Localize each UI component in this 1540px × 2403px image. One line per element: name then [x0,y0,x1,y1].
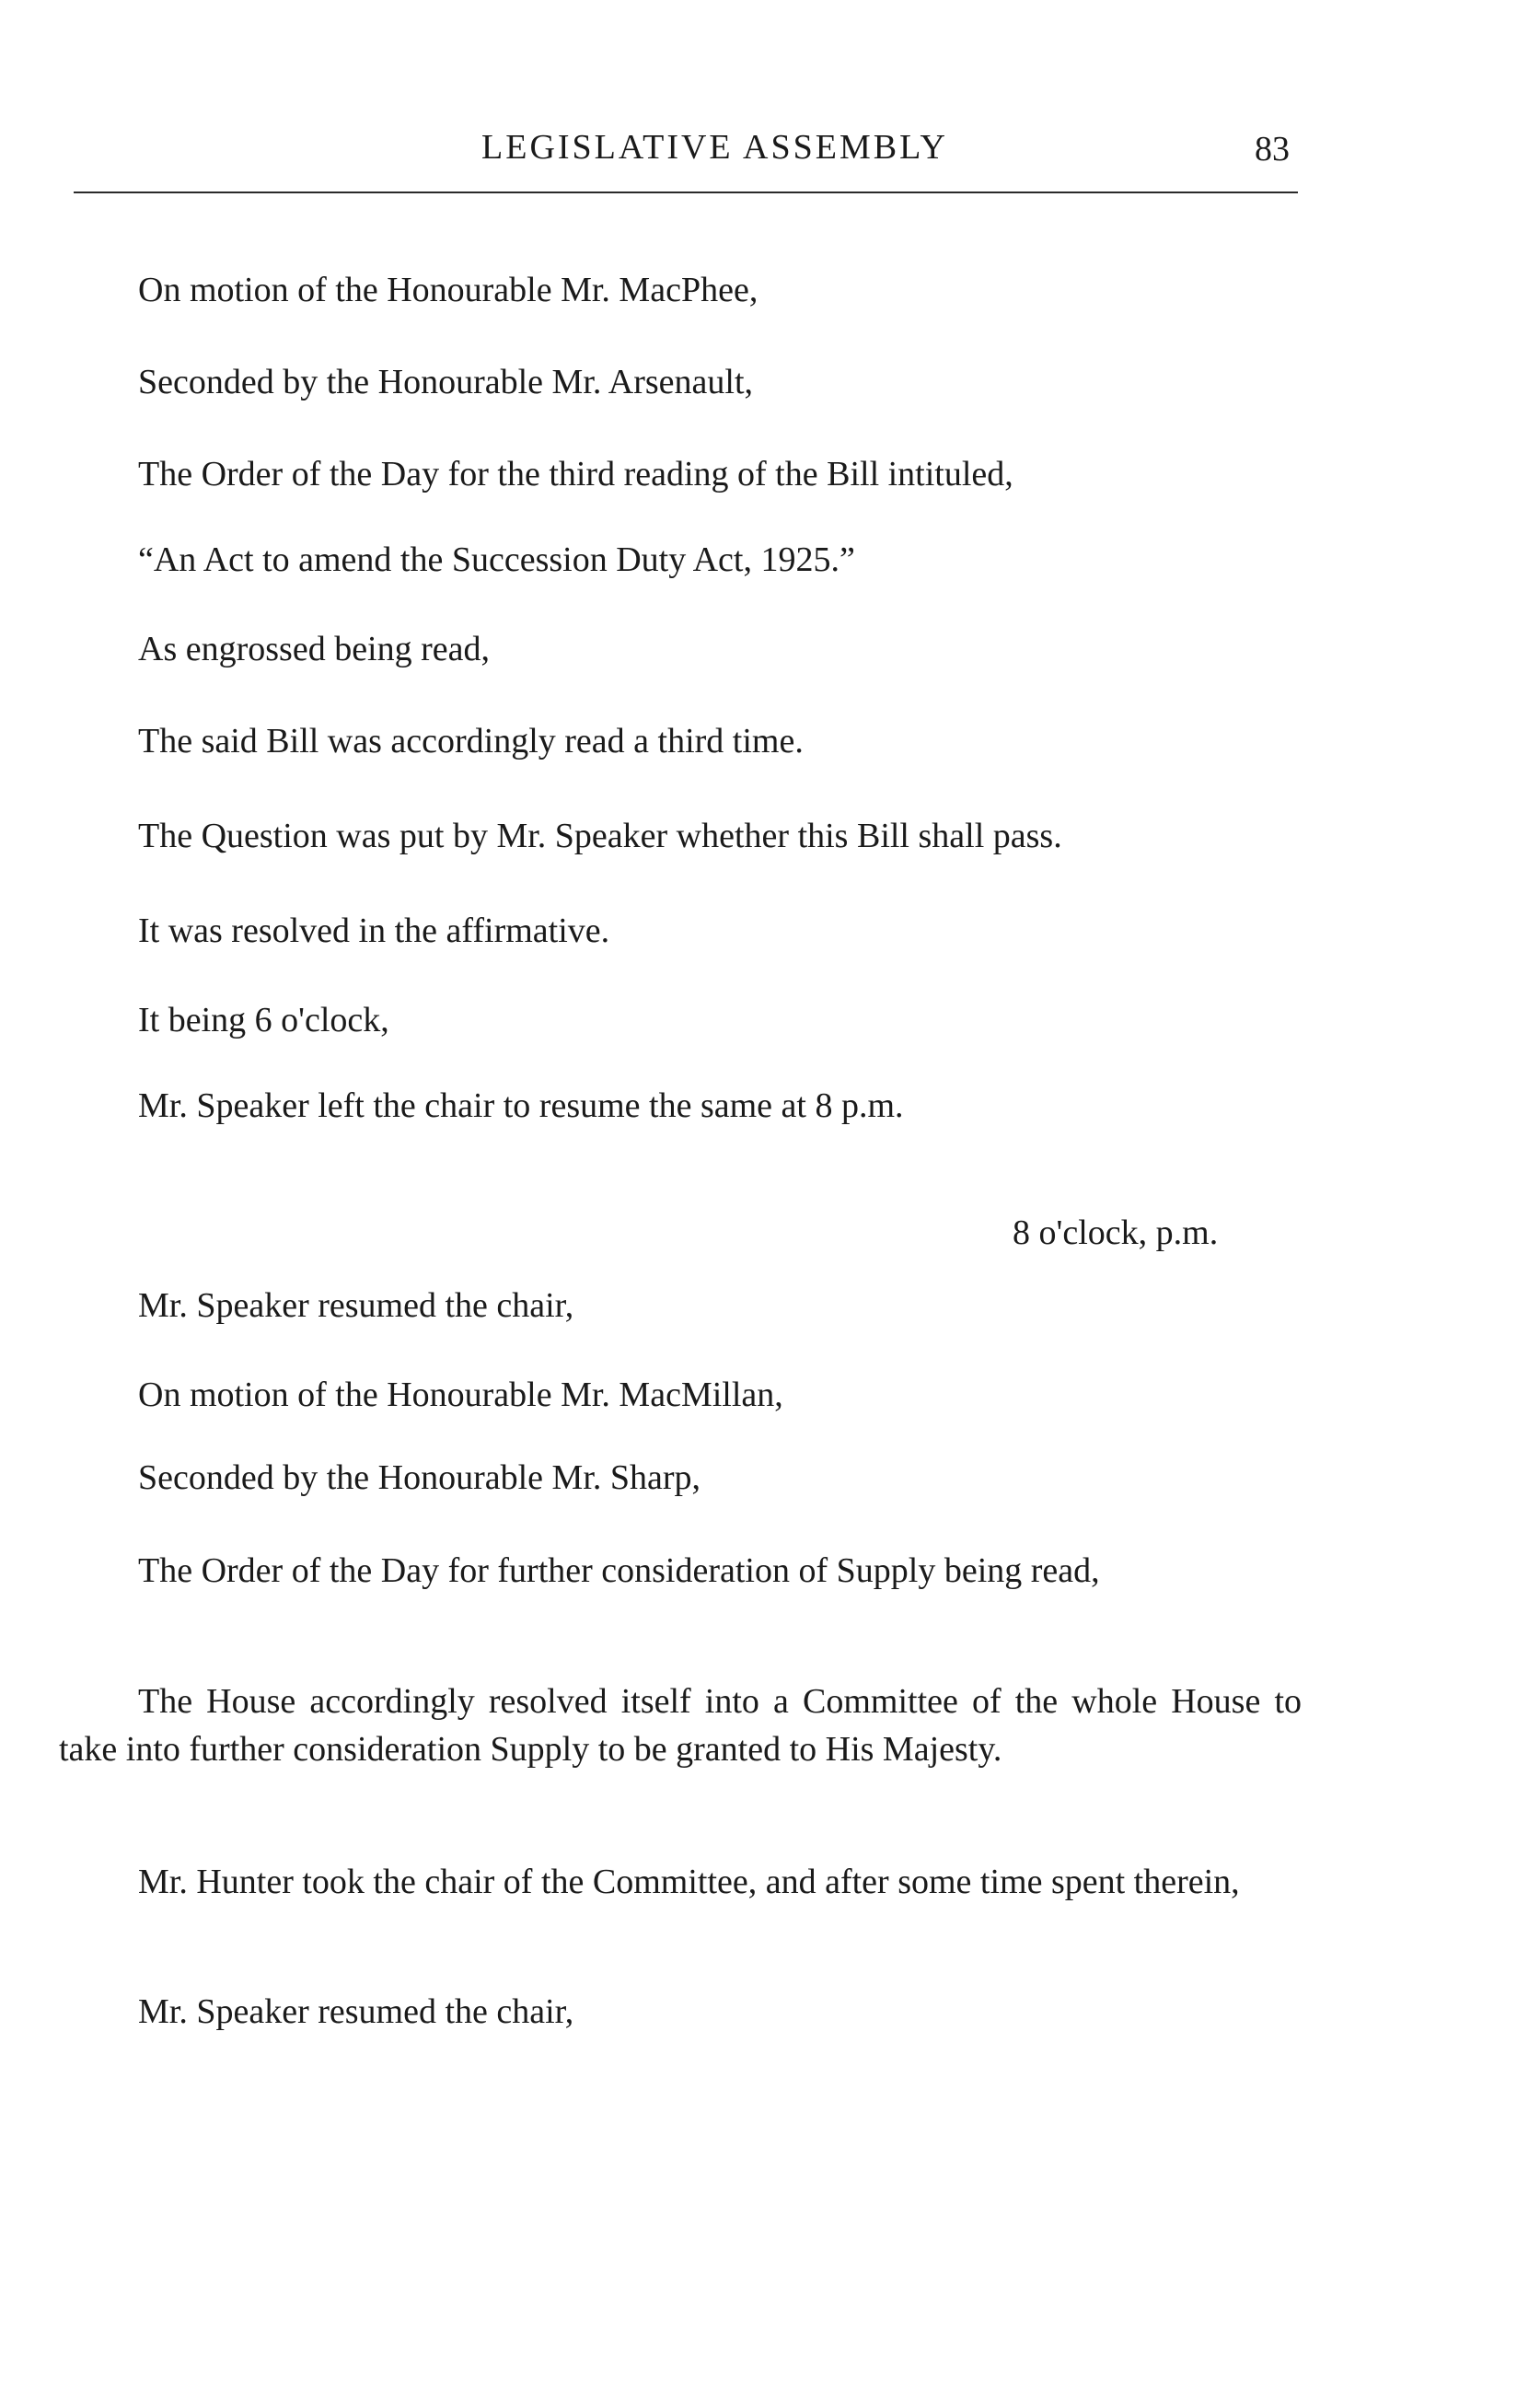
running-head: LEGISLATIVE ASSEMBLY [481,128,948,167]
paragraph: The Order of the Day for further consideration of Supply being read, [138,1551,1100,1590]
text-line: Seconded by the Honourable Mr. Sharp, [138,1458,701,1497]
page-header [0,0,1540,212]
text-line: The said Bill was accordingly read a third time. [138,722,804,760]
text-line: On motion of the Honourable Mr. MacMillan, [138,1376,783,1414]
text-line: On motion of the Honourable Mr. MacPhee, [138,271,758,309]
text-line: “An Act to amend the Succession Duty Act, 1925.” [138,540,855,579]
text-line: Mr. Speaker resumed the chair, [138,1992,574,2031]
header-rule [74,192,1298,193]
text-line: It being 6 o'clock, [138,1001,389,1039]
text-line: The Question was put by Mr. Speaker whether this Bill shall pass. [138,817,1062,855]
time-stamp: 8 o'clock, p.m. [1013,1213,1219,1252]
text-line: Mr. Speaker resumed the chair, [138,1286,574,1325]
text-line: Mr. Speaker left the chair to resume the same at 8 p.m. [138,1086,904,1125]
text-line: As engrossed being read, [138,630,491,668]
text-line: Seconded by the Honourable Mr. Arsenault, [138,363,754,401]
page-number: 83 [1255,130,1290,168]
text-line: The Order of the Day for the third reading of the Bill intituled, [138,455,1013,493]
paragraph: The House accordingly resolved itself into a Committee of the whole House to take into further consideration Supply to be granted to His Majesty. [59,1682,1302,1769]
paragraph: Mr. Hunter took the chair of the Committee, and after some time spent therein, [138,1863,1240,1901]
text-line: It was resolved in the affirmative. [138,911,610,950]
